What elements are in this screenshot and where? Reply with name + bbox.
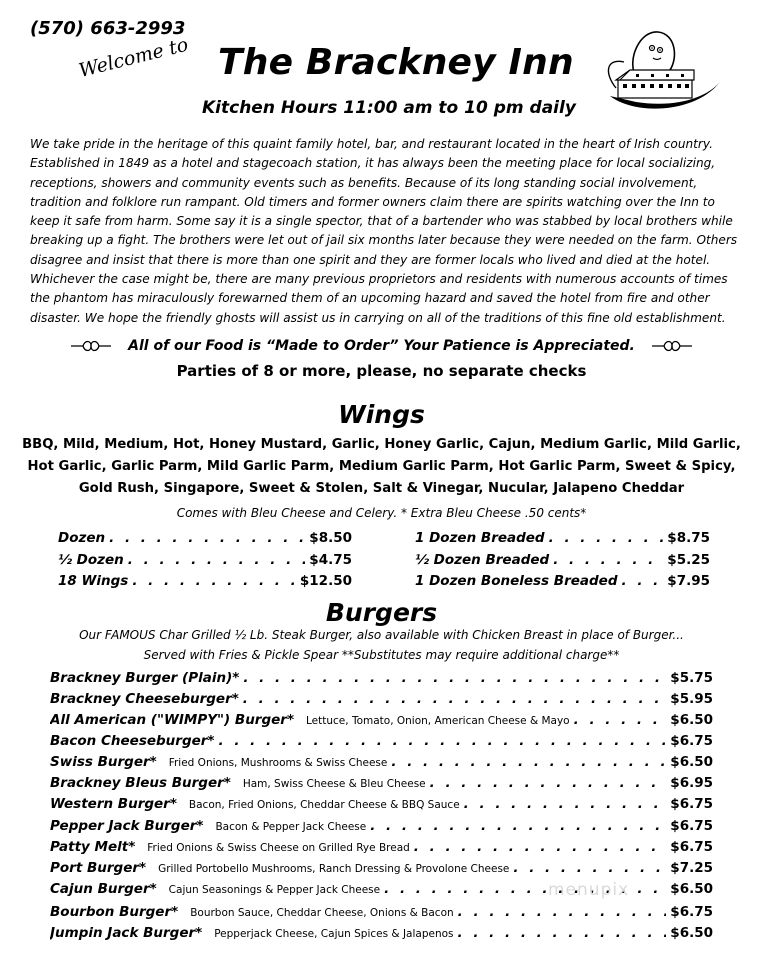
item-price: $6.75: [670, 904, 713, 920]
wings-item: [415, 552, 710, 568]
wings-item: [58, 552, 352, 568]
item-description: Bourbon Sauce, Cheddar Cheese, Onions & Bacon: [190, 907, 454, 919]
item-price: $4.75: [309, 552, 352, 568]
item-description: Fried Onions, Mushrooms & Swiss Cheese: [168, 757, 388, 769]
item-price: $6.50: [670, 754, 713, 770]
item-description: Fried Onions & Swiss Cheese on Grilled Rye Bread: [147, 842, 410, 854]
welcome-text: Welcome to: [76, 33, 191, 82]
item-name: ½ Dozen Breaded: [415, 552, 550, 568]
item-price: $6.95: [670, 775, 713, 791]
item-description: Cajun Seasonings & Pepper Jack Cheese: [168, 884, 381, 896]
history-line: receptions, showers and community events such as benefits. Because of its long standing social involvement,: [30, 175, 698, 190]
burgers-title: Burgers: [325, 598, 438, 627]
item-price: $6.50: [670, 712, 713, 728]
item-price: $7.95: [667, 573, 710, 589]
item-price: $7.25: [670, 860, 713, 876]
item-price: $6.50: [670, 925, 713, 941]
item-name: 1 Dozen Breaded: [415, 530, 545, 546]
item-name: Brackney Bleus Burger*: [50, 775, 231, 791]
item-price: $6.75: [670, 733, 713, 749]
burger-item: [50, 733, 713, 749]
burger-item: [50, 712, 713, 728]
item-price: $6.75: [670, 796, 713, 812]
history-paragraph: [30, 135, 742, 328]
item-description: Grilled Portobello Mushrooms, Ranch Dressing & Provolone Cheese: [158, 863, 510, 875]
burger-item: [50, 796, 713, 812]
item-name: Cajun Burger*: [50, 881, 157, 897]
item-name: 18 Wings: [58, 573, 129, 589]
kitchen-hours: Kitchen Hours 11:00 am to 10 pm daily: [202, 98, 576, 118]
history-line: the phantom has miraculously forewarned them of an upcoming hazard and saved the hotel from fire and other: [30, 291, 710, 306]
ghost-inn-logo-icon: [596, 18, 726, 118]
item-name: Dozen: [58, 530, 106, 546]
parties-note: Parties of 8 or more, please, no separate checks: [176, 362, 587, 380]
burger-item: [50, 670, 713, 686]
item-description: Pepperjack Cheese, Cajun Spices & Jalapenos: [214, 928, 454, 940]
burger-item: [50, 754, 713, 770]
item-description: Bacon, Fried Onions, Cheddar Cheese & BBQ Sauce: [188, 799, 460, 811]
burger-item: [50, 818, 713, 834]
item-name: Swiss Burger*: [50, 754, 157, 770]
order-note: [0, 338, 763, 354]
history-line: tradition and folklore run rampant. Old timers and former owners claim there are spirits watching over the Inn to: [30, 194, 715, 209]
wings-item: [415, 530, 710, 546]
item-name: Brackney Cheeseburger*: [50, 691, 239, 707]
item-name: Bacon Cheeseburger*: [50, 733, 215, 749]
burger-item: [50, 860, 713, 876]
history-line: Established in 1849 as a hotel and stagecoach station, it has always been the meeting place for local socializing,: [30, 156, 716, 171]
item-price: $8.75: [667, 530, 710, 546]
item-name: Brackney Burger (Plain)*: [50, 670, 240, 686]
item-price: $12.50: [299, 573, 352, 589]
item-price: $6.75: [670, 839, 713, 855]
item-name: ½ Dozen: [58, 552, 124, 568]
history-line: We take pride in the heritage of this quaint family hotel, bar, and restaurant located in the heart of Irish country.: [30, 137, 713, 151]
flavor-line: Hot Garlic, Garlic Parm, Mild Garlic Parm, Medium Garlic Parm, Hot Garlic Parm, Sweet & Spicy,: [27, 459, 736, 474]
burger-item: [50, 925, 713, 941]
item-name: All American ("WIMPY") Burger*: [50, 712, 295, 728]
history-line: disagree and insist that there is more than one spirit and they are former locals who lived and died at the hotel.: [30, 252, 711, 267]
scroll-ornament-icon: [69, 339, 113, 353]
wings-item: [415, 573, 710, 589]
wings-title: Wings: [338, 400, 425, 429]
wings-item: [58, 530, 352, 546]
flavor-line: Gold Rush, Singapore, Sweet & Stolen, Salt & Vinegar, Nucular, Jalapeno Cheddar: [78, 481, 685, 496]
burger-item: [50, 839, 713, 855]
item-name: Jumpin Jack Burger*: [50, 925, 203, 941]
item-name: Western Burger*: [50, 796, 177, 812]
item-price: $5.95: [670, 691, 713, 707]
order-note-text: All of our Food is “Made to Order” Your Patience is Appreciated.: [128, 338, 635, 354]
item-name: Bourbon Burger*: [50, 904, 179, 920]
item-name: Patty Melt*: [50, 839, 136, 855]
item-price: $6.75: [670, 818, 713, 834]
item-description: Lettuce, Tomato, Onion, American Cheese & Mayo: [306, 715, 570, 727]
item-price: $5.75: [670, 670, 713, 686]
history-line: keep it safe from harm. Some say it is a single spector, that of a bartender who was stabbed by local brothers while: [30, 214, 733, 229]
item-price: $5.25: [667, 552, 710, 568]
history-line: Whichever the case might be, there are many previous proprietors and residents with numerous accounts of times: [30, 272, 728, 287]
wings-item: [58, 573, 352, 589]
item-name: 1 Dozen Boneless Breaded: [415, 573, 618, 589]
burgers-note-1: Our FAMOUS Char Grilled ½ Lb. Steak Burger, also available with Chicken Breast in place of Burger...: [79, 628, 684, 642]
item-name: Port Burger*: [50, 860, 147, 876]
page-title: The Brackney Inn: [218, 42, 574, 83]
history-line: breaking up a fight. The brothers were let out of jail six months later because they were needed on the farm. Others: [30, 233, 738, 248]
item-description: Ham, Swiss Cheese & Bleu Cheese: [242, 778, 426, 790]
history-line: disaster. We hope the friendly ghosts will assist us in carrying on all of the traditions of this fine old establishment.: [30, 310, 726, 325]
item-price: $6.50: [670, 881, 713, 897]
burger-item: [50, 691, 713, 707]
phone-number: (570) 663-2993: [30, 18, 186, 39]
burgers-note-2: Served with Fries & Pickle Spear **Substitutes may require additional charge**: [143, 648, 620, 662]
watermark: menupix: [548, 880, 630, 900]
burger-item: [50, 775, 713, 791]
item-description: Bacon & Pepper Jack Cheese: [215, 821, 367, 833]
scroll-ornament-icon: [650, 339, 694, 353]
wing-flavors: [20, 434, 743, 500]
flavor-line: BBQ, Mild, Medium, Hot, Honey Mustard, Garlic, Honey Garlic, Cajun, Medium Garlic, Mild Garlic,: [22, 437, 741, 452]
wings-note: Comes with Bleu Cheese and Celery. * Extra Bleu Cheese .50 cents*: [176, 506, 587, 520]
burger-item: [50, 904, 713, 920]
item-name: Pepper Jack Burger*: [50, 818, 204, 834]
item-price: $8.50: [309, 530, 352, 546]
